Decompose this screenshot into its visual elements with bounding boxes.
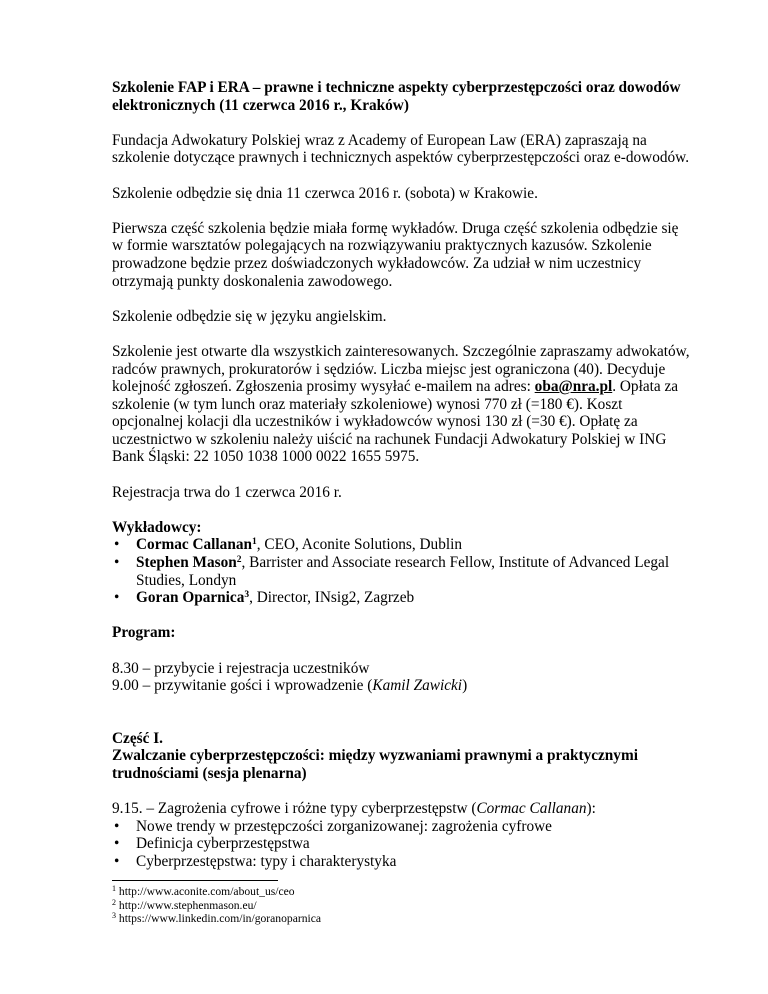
footnote-separator	[112, 880, 278, 881]
session-text: 9.15. – Zagrożenia cyfrowe i różne typy cyberprzestępstw (	[112, 800, 477, 818]
footnote	[112, 885, 321, 899]
footnote	[112, 912, 321, 926]
bullet-icon: •	[114, 589, 120, 607]
footnotes	[112, 885, 321, 926]
lecturers-list	[112, 536, 692, 606]
topic-item	[112, 853, 692, 871]
footnote-number: 1	[112, 884, 116, 893]
footnote-url[interactable]: http://www.aconite.com/about_us/ceo	[118, 885, 295, 898]
bullet-icon: •	[114, 817, 120, 835]
registration-text-after: . Opłata za szkolenie (w tym lunch oraz materiały szkoleniowe) wynosi 770 zł (=180 €). Koszt opcjonalnej kolacji dla uczestników i wykładowców wynosi 130 zł (=30 €). Opłatę za uczestnictwo w szkoleniu należy uiścić na rachunek Fundacji Adwokatury Polskiej w ING Bank Śląski: 22 1050 1038 1000 0022 1655 5975.	[112, 378, 679, 466]
footnote-url[interactable]: https://www.linkedin.com/in/goranoparnica	[118, 912, 322, 926]
footnote-ref[interactable]: 1	[252, 537, 257, 548]
topic-text: Nowe trendy w przestępczości zorganizowanej: zagrożenia cyfrowe	[136, 817, 552, 835]
program-text: 8.30 – przybycie i rejestracja uczestników	[112, 659, 370, 677]
format-paragraph: Pierwsza część szkolenia będzie miała formę wykładów. Druga część szkolenia odbędzie się w formie warsztatów polegających na rozwiązywaniu praktycznych kazusów. Szkolenie prowadzone będzie przez doświadczonych wykładowców. Za udział w nim uczestnicy otrzymają punkty doskonalenia zawodowego.	[112, 219, 679, 290]
bullet-icon: •	[114, 554, 120, 572]
program-heading: Program:	[112, 624, 176, 642]
program-item	[112, 677, 692, 695]
language-paragraph: Szkolenie odbędzie się w języku angielskim.	[112, 307, 387, 325]
program-item	[112, 660, 692, 678]
part1-subheading: Zwalczanie cyberprzestępczości: między wyzwaniami prawnymi a praktycznymi trudnościami (sesja plenarna)	[112, 747, 638, 782]
footnote-number: 3	[112, 911, 116, 921]
bullet-icon: •	[114, 835, 120, 853]
document-body	[112, 79, 692, 871]
part1-heading: Część I.	[112, 729, 163, 747]
topic-text: Cyberprzestępstwa: typy i charakterystyka	[136, 852, 397, 870]
lecturer-item	[112, 554, 692, 589]
session-suffix: ):	[586, 800, 596, 818]
footnote	[112, 899, 321, 913]
lecturer-item	[112, 589, 692, 607]
lecturer-name: Cormac Callanan	[136, 536, 252, 554]
topic-item	[112, 835, 692, 853]
lecturer-name: Goran Oparnica	[136, 589, 245, 607]
bullet-icon: •	[114, 852, 120, 870]
lecturer-name: Stephen Mason	[136, 554, 237, 572]
footnote-number: 2	[112, 897, 116, 907]
footnote-ref[interactable]: 3	[244, 590, 250, 601]
registration-paragraph	[112, 343, 692, 466]
program-text: 9.00 – przywitanie gości i wprowadzenie (	[112, 677, 373, 695]
topic-text: Definicja cyberprzestępstwa	[136, 835, 310, 853]
lecturer-item	[112, 536, 692, 554]
program-speaker: Kamil Zawicki	[372, 677, 463, 695]
bullet-icon: •	[114, 536, 120, 554]
program-suffix: )	[462, 677, 468, 695]
session-speaker: Cormac Callanan	[476, 800, 587, 818]
footnote-ref[interactable]: 2	[236, 555, 242, 566]
footnote-url[interactable]: http://www.stephenmason.eu/	[118, 898, 257, 912]
lecturers-heading: Wykładowcy:	[112, 518, 202, 536]
topic-item	[112, 818, 692, 836]
date-paragraph: Szkolenie odbędzie się dnia 11 czerwca 2016 r. (sobota) w Krakowie.	[112, 184, 538, 202]
email-link[interactable]: oba@nra.pl	[534, 378, 613, 396]
document-title: Szkolenie FAP i ERA – prawne i techniczne aspekty cyberprzestępczości oraz dowodów elektronicznych (11 czerwca 2016 r., Kraków)	[112, 79, 681, 114]
lecturer-desc: , Director, INsig2, Zagrzeb	[249, 589, 415, 607]
intro-paragraph: Fundacja Adwokatury Polskiej wraz z Academy of European Law (ERA) zapraszają na szkolenie dotyczące prawnych i technicznych aspektów cyberprzestępczości oraz e-dowodów.	[112, 131, 690, 167]
lecturer-desc: , CEO, Aconite Solutions, Dublin	[256, 536, 462, 554]
lecturer-desc: , Barrister and Associate research Fellow, Institute of Advanced Legal Studies, Londyn	[136, 554, 670, 589]
session-line	[112, 800, 692, 818]
registration-text-before: Szkolenie jest otwarte dla wszystkich zainteresowanych. Szczególnie zapraszamy adwokatów, radców prawnych, prokuratorów i sędziów. Liczba miejsc jest ograniczona (40). Decyduje kolejność zgłoszeń. Zgłoszenia prosimy wysyłać e-mailem na adres:	[112, 342, 690, 396]
session-topics-list	[112, 818, 692, 871]
deadline-paragraph: Rejestracja trwa do 1 czerwca 2016 r.	[112, 483, 342, 501]
